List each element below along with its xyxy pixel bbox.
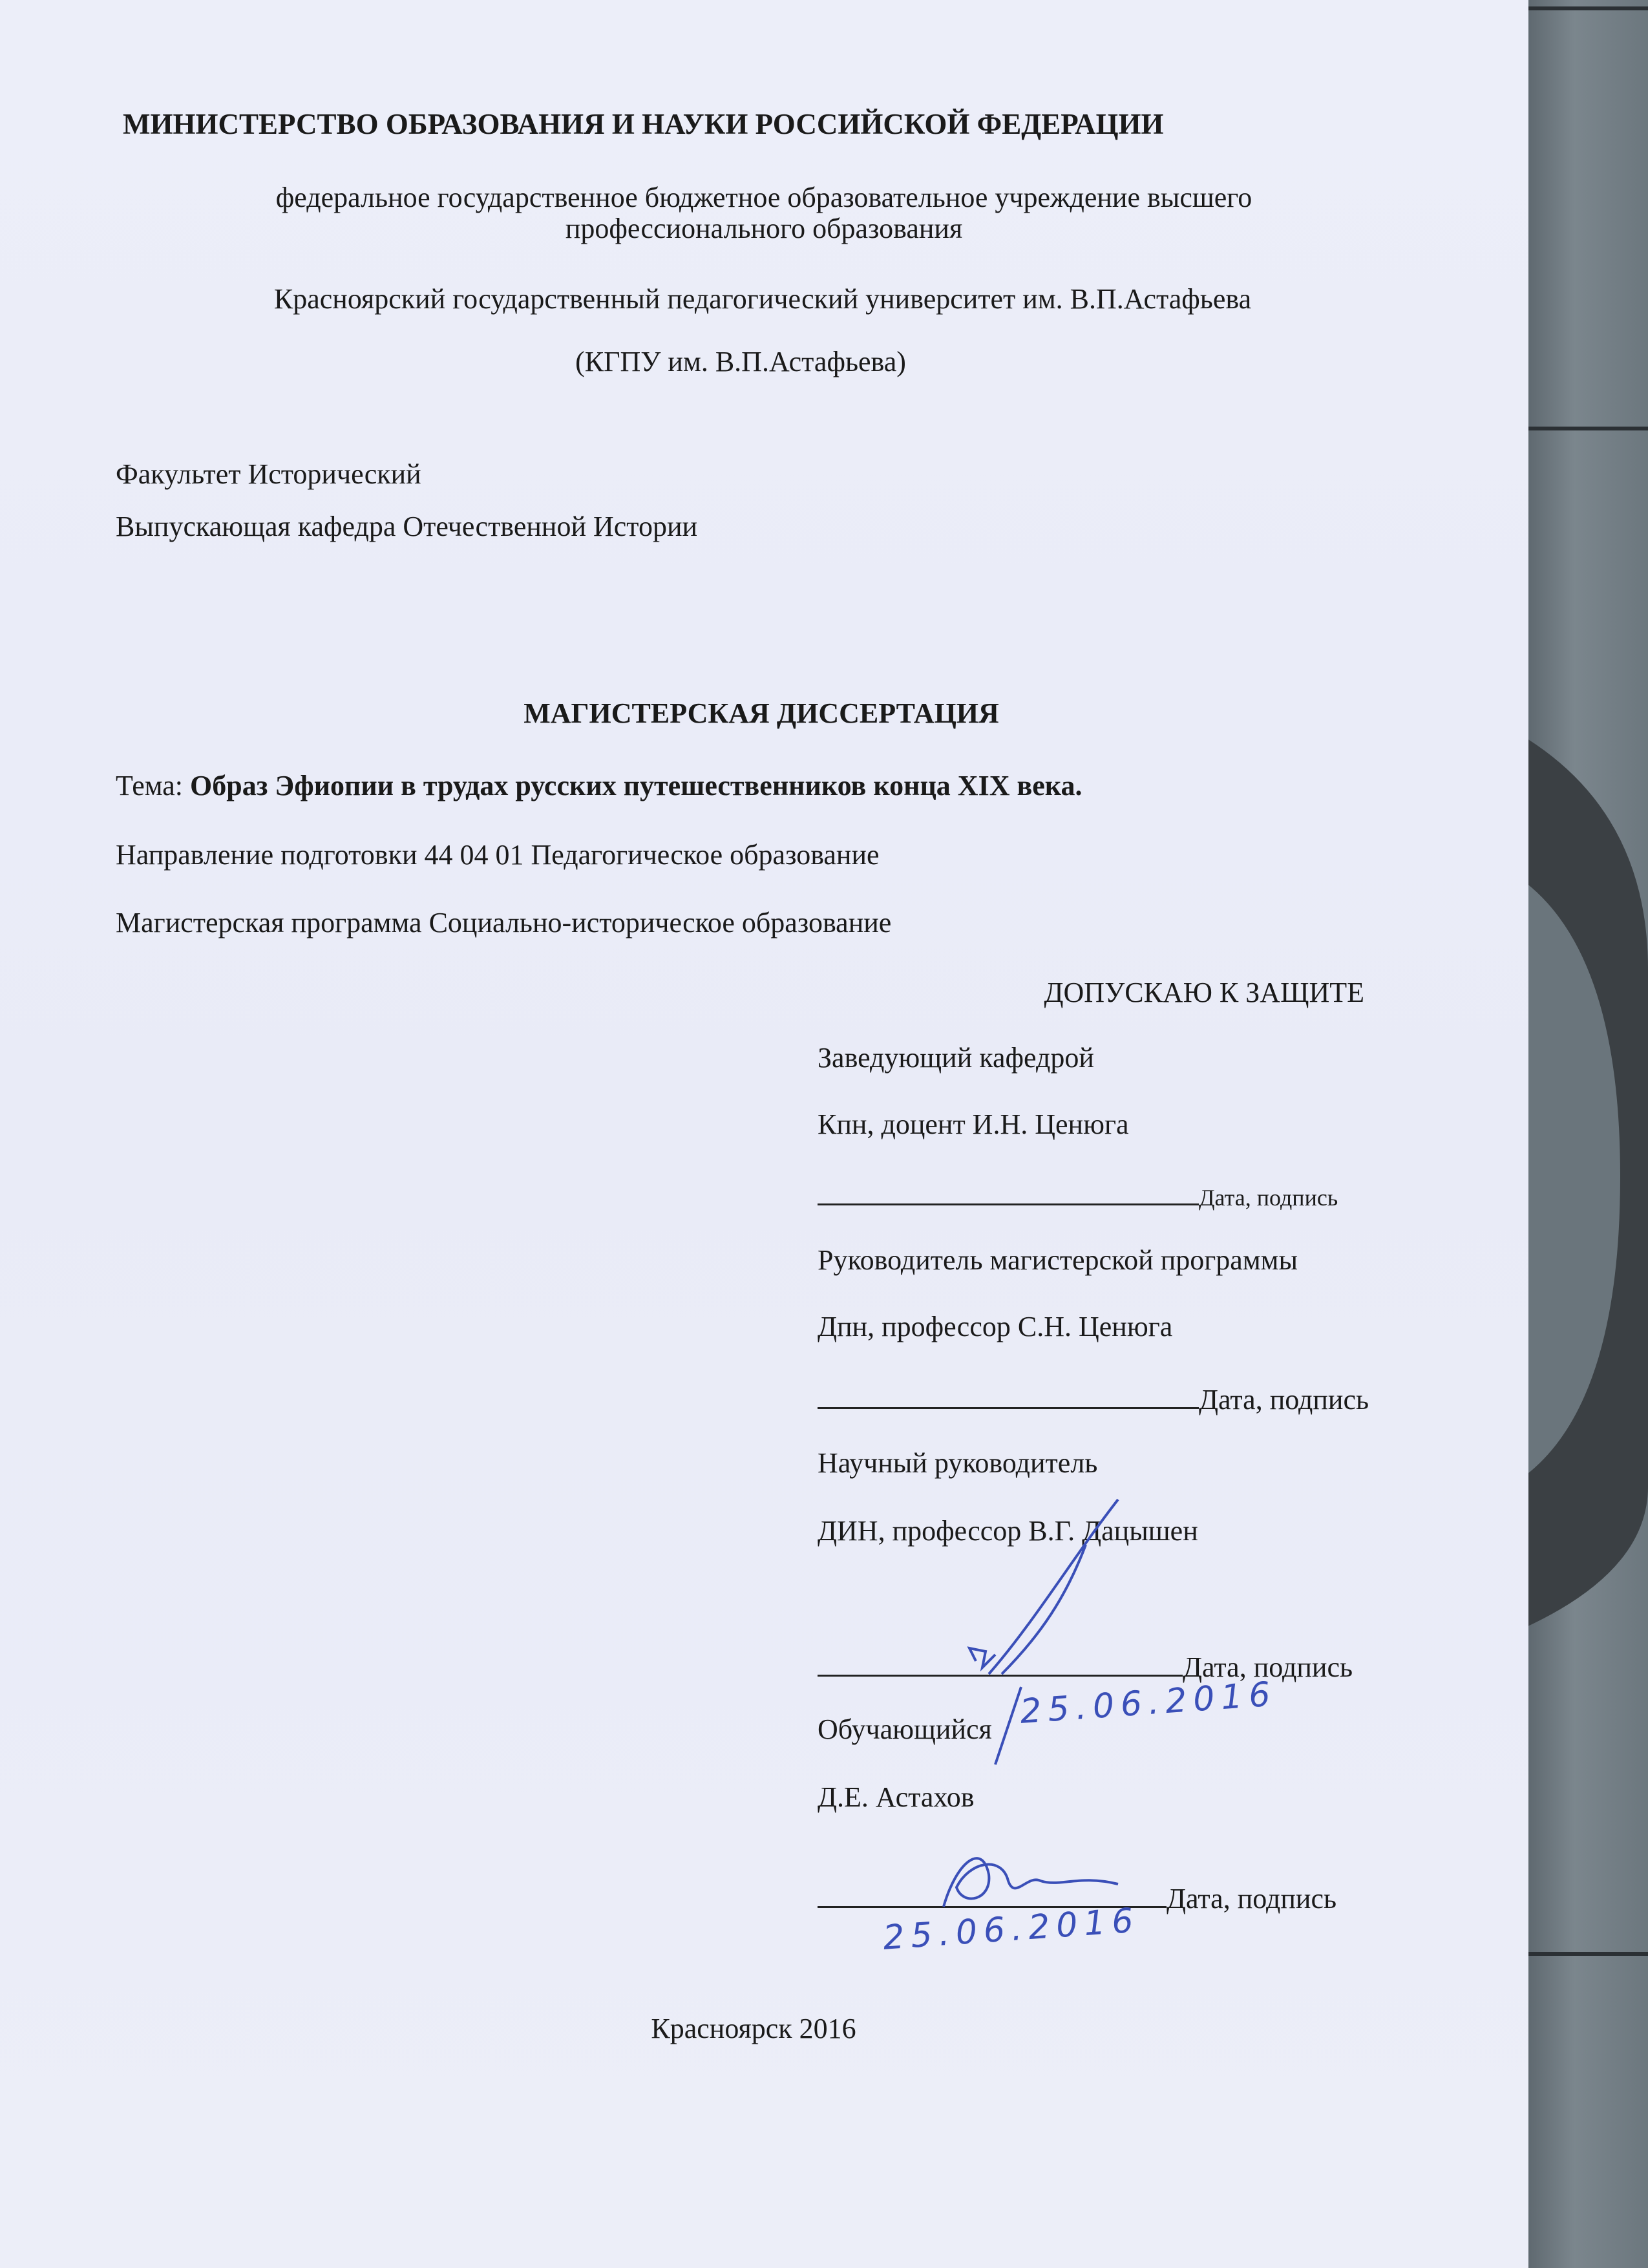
topic <box>116 769 1082 803</box>
approval-heading: ДОПУСКАЮ К ЗАЩИТЕ <box>1044 977 1364 1008</box>
scanner-ring <box>1525 0 1648 2268</box>
person-supervisor: ДИН, профессор В.Г. Дацышен <box>818 1515 1198 1547</box>
institution-type-line2: профессионального образования <box>565 213 963 244</box>
sign-label: Дата, подпись <box>1167 1883 1337 1914</box>
faculty: Факультет Исторический <box>116 458 421 490</box>
document-type-title: МАГИСТЕРСКАЯ ДИССЕРТАЦИЯ <box>523 697 999 729</box>
role-program-head: Руководитель магистерской программы <box>818 1244 1298 1276</box>
direction: Направление подготовки 44 04 01 Педагогическое образование <box>116 839 880 871</box>
university-short-name: (КГПУ им. В.П.Астафьева) <box>575 346 906 377</box>
city-year: Красноярск 2016 <box>651 2013 856 2044</box>
supervisor-handwritten-date: 25.06.2016 <box>1019 1675 1278 1732</box>
topic-label: Тема: <box>116 770 191 801</box>
sign-label: Дата, подпись <box>1199 1384 1369 1415</box>
topic-value: Образ Эфиопии в трудах русских путешественников конца XIX века. <box>190 770 1083 801</box>
institution-type-line1: федеральное государственное бюджетное образовательное учреждение высшего <box>275 182 1252 213</box>
role-head-of-department: Заведующий кафедрой <box>818 1042 1094 1074</box>
signature-line <box>818 1381 1369 1417</box>
role-supervisor: Научный руководитель <box>818 1447 1098 1479</box>
signature-line <box>818 1178 1338 1214</box>
person-program-head: Дпн, профессор С.Н. Ценюга <box>818 1311 1173 1342</box>
university-name: Красноярский государственный педагогический университет им. В.П.Астафьева <box>273 283 1252 315</box>
student-handwritten-date: 25.06.2016 <box>882 1901 1141 1958</box>
sign-label: Дата, подпись <box>1183 1651 1353 1683</box>
person-head-of-department: Кпн, доцент И.Н. Ценюга <box>818 1108 1129 1140</box>
sign-label: Дата, подпись <box>1199 1185 1338 1211</box>
program: Магистерская программа Социально-историческое образование <box>116 907 892 938</box>
person-student: Д.Е. Астахов <box>818 1781 975 1813</box>
department: Выпускающая кафедра Отечественной Истории <box>116 511 698 542</box>
ministry-heading: МИНИСТЕРСТВО ОБРАЗОВАНИЯ И НАУКИ РОССИЙСКОЙ ФЕДЕРАЦИИ <box>123 108 1164 140</box>
role-student: Обучающийся <box>818 1713 992 1745</box>
